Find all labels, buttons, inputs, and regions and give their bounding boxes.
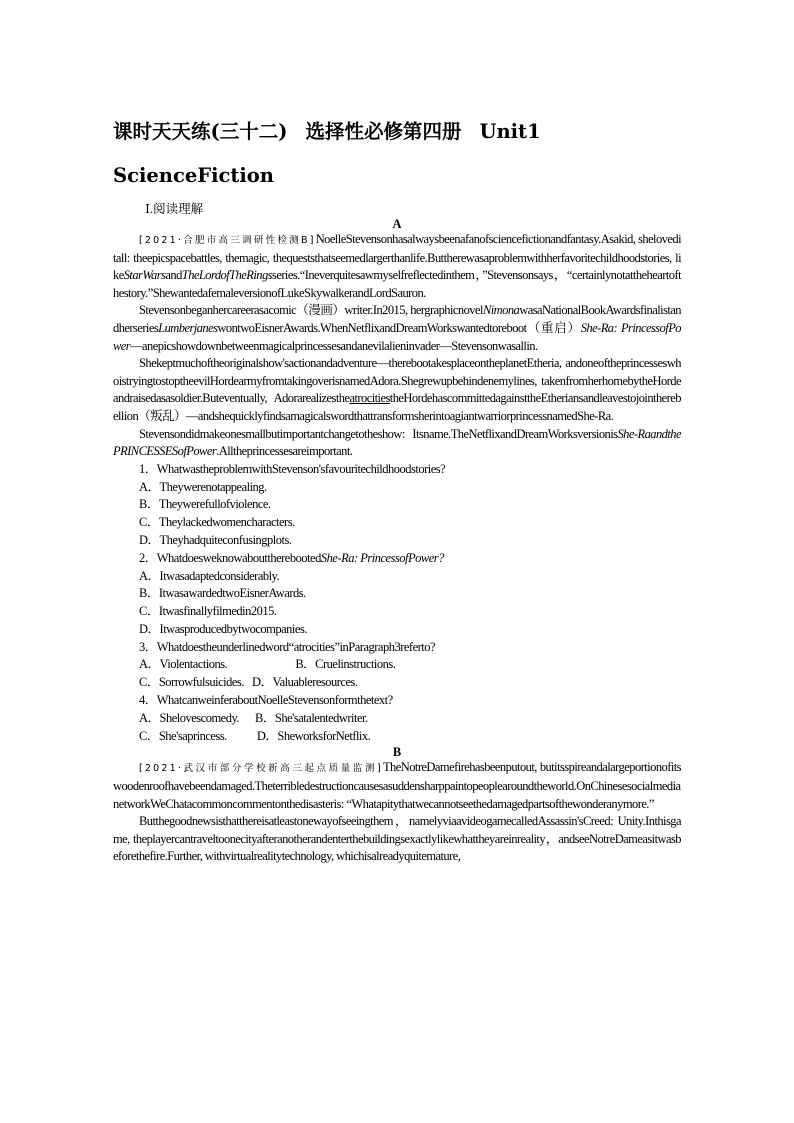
option-a: A．Shelovescomedy. [139,710,240,725]
question-stem: 3．Whatdoestheunderlinedword“atrocities”inParagraph3referto? [139,639,436,654]
underlined-word-atrocities: atrocities [349,391,390,406]
option-b: B．Cruelinstructions. [295,657,396,672]
options-row-2 [139,728,681,746]
question-3 [113,639,681,692]
passage-b-paragraph-2: Butthegoodnewsisthatthereisatleastonewayofseeingthem，namelyviaavideogamecalledAssassin'sCreed: Unity.Inthisgame, theplayercantraveltoonecityafteranotherandenterthebuildingsexactlylikewhattheyareinreality，andseeNotreDameasitwasbeforethefire.Further, withvirtualrealitytechnology, whichisalreadyquitemature, [113,814,681,864]
page-title [113,118,681,145]
section-heading: Ⅰ.阅读理解 [145,202,204,216]
option-a: A．Theywerenotappealing. [139,479,267,494]
question-stem: 1．WhatwastheproblemwithStevenson'sfavouritechildhoodstories? [139,461,446,476]
worksheet-page [113,118,681,866]
options-row-2 [139,674,681,692]
title-unit: Unit1 [479,120,541,143]
option-c: C．Theylackedwomencharacters. [139,515,295,530]
passage-b-paragraph-1: [2021·武汉市部分学校新高三起点质量监测]TheNotreDamefirehasbeenputout, butitsspireandalargeportionofitswoodenroofhavebeendamaged.Theterribledestructioncausesasuddensharppaintopeoplearoundtheworld.OnChinesesocialmedianetworkWeChatacommoncommentonthedisasteris: “Whatapitythatwecannotseethedamagedpartsofthewonderanymore.” [113,760,681,811]
question-4 [113,692,681,745]
title-she-ra: She-Ra: PrincessofPower [113,320,682,353]
option-c: C．She'saprincess. [139,728,227,743]
option-b: B．She'satalentedwriter. [255,710,368,725]
title-lumberjanes: Lumberjanes [158,320,218,335]
option-d: D．Valuableresources. [251,675,358,690]
question-stem: 2．WhatdoesweknowabouttherebootedShe-Ra: PrincessofPower? [139,550,444,565]
title-lesson: 课时天天练(三十二) [113,120,288,143]
title-star-wars: StarWars [123,268,166,283]
option-d: D．Theyhadquiteconfusingplots. [139,532,292,547]
passage-a-paragraph-2: Stevensonbeganhercareerasacomic（漫画）writer.In2015, hergraphicnovelNimonawasaNationalBookAwardsfinalistandherseriesLumberjaneswontwoEisnerAwards.WhenNetflixandDreamWorkswantedtoreboot（重启）She-Ra: PrincessofPower—anepicshowdownbetweenmagicalprincessesandanevilalieninvader—Stevensonwasallin. [113,303,682,353]
passage-a-paragraph-1: [2021·合肥市高三调研性检测B]NoelleStevensonhasalwaysbeenafanofsciencefictionandfantasy.Asakid, sheloveditall: theepicspacebattles, themagic, thequeststhatseemedlargerthanlife.Buttherewasaproblemwithherfavoritechildhoodstories, likeStarWarsandTheLordofTheRingsseries.“Ineverquitesawmyselfreflectedinthem，”Stevensonsays，“certainlynotattheheartofthestory.”ShewantedafemaleversionofLukeSkywalkerandLordSauron. [113,232,682,300]
passage-a-label: A [392,217,402,231]
options-row-1 [139,656,681,674]
option-b: B．Theywerefullofviolence. [139,497,271,512]
options-row-1 [139,710,681,728]
passage-b-label: B [392,745,402,760]
passage-b-source: [2021·武汉市部分学校新高三起点质量监测] [139,763,383,775]
title-book: 选择性必修第四册 [305,120,462,143]
question-2 [113,550,681,639]
title-she-ra-princesses: She-RaandthePRINCESSESofPower [113,426,681,459]
passage-a-source: [2021·合肥市高三调研性检测B] [139,235,316,246]
option-c: C．Itwasfinallyfilmedin2015. [139,604,277,619]
passage-a-paragraph-4: Stevensondidmakeonesmallbutimportantchangetotheshow: Itsname.TheNetflixandDreamWorksversionisShe-RaandthePRINCESSESofPower.Alltheprincessesareimportant. [113,426,681,459]
option-a: A．Itwasadaptedconsiderably. [139,568,280,583]
page-subtitle: ScienceFiction [113,164,274,187]
option-d: D．SheworksforNetflix. [256,728,371,743]
option-d: D．Itwasproducedbytwocompanies. [139,621,307,636]
option-b: B．ItwasawardedtwoEisnerAwards. [139,586,306,601]
passage-a-paragraph-3: Shekeptmuchoftheoriginalshow'sactionandadventure—therebootakesplaceontheplanetEtheria, andoneoftheprincesseswhoistryingtostoptheevilHordearmyfromtakingoverisnamedAdora.Shegrewupbehindenemylines, takenfromherhomebytheHordeandraisedasasoldier.Buteventually, AdorarealizestheatrocitiestheHordehascommittedagainsttheEtheriansandleavestojointherebellion（叛乱）—andshequicklyfindsamagicalswordthattransformsherintoagiantwarriorprincessnamedShe-Ra. [113,356,681,423]
option-c: C．Sorrowfulsuicides. [139,675,244,690]
option-a: A．Violentactions. [139,657,228,672]
question-1 [113,461,681,550]
title-lord-of-the-rings: TheLordofTheRings [181,268,272,283]
question-stem: 4．WhatcanweinferaboutNoelleStevensonformthetext? [139,693,393,708]
title-nimona: Nimona [482,303,520,318]
